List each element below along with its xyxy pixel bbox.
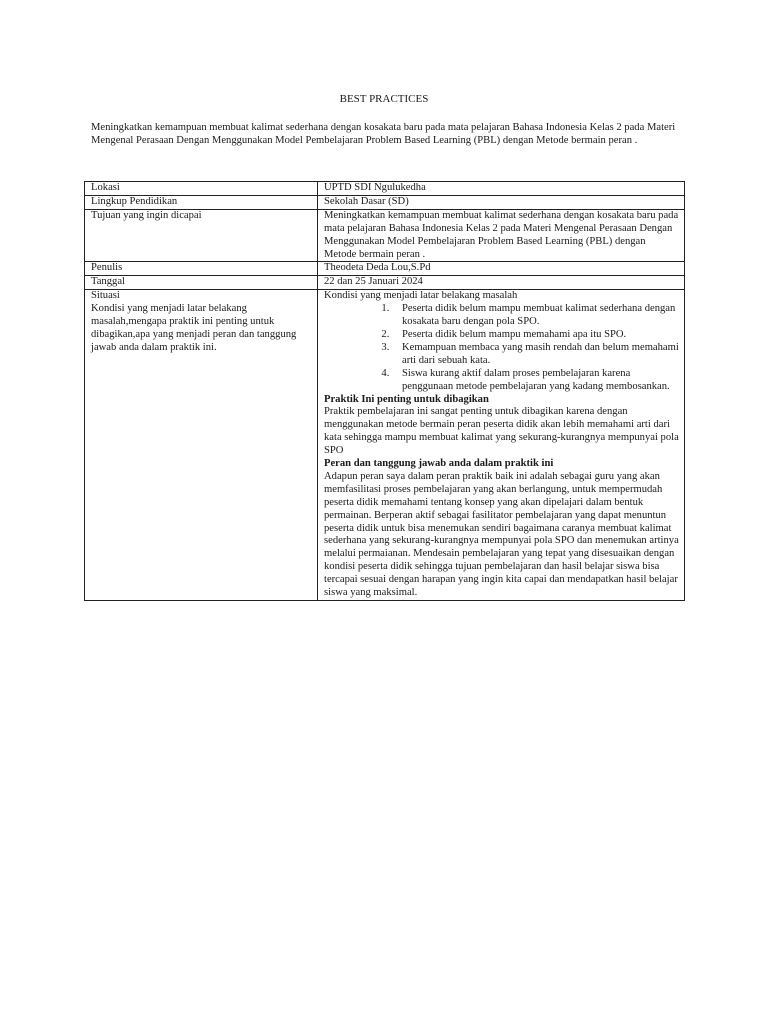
row-label-tanggal: Tanggal [85,276,318,290]
info-table [84,181,685,601]
situasi-title: Situasi [91,290,120,302]
intro-paragraph: Meningkatkan kemampuan membuat kalimat sederhana dengan kosakata baru pada mata pelajaran Bahasa Indonesia Kelas 2 pada Materi Mengenal Perasaan Dengan Menggunakan Model Pembelajaran Problem Based Learning (PBL) dengan Metode bermain peran . [91,122,676,146]
list-item: 3. Kemampuan membaca yang masih rendah dan belum memahami arti dari sebuah kata. [392,342,680,368]
row-value-lokasi: UPTD SDI Ngulukedha [318,182,685,196]
list-item: 4. Siswa kurang aktif dalam proses pembelajaran karena penggunaan metode pembelajaran yang kadang membosankan. [392,368,680,394]
table-row [85,209,685,262]
row-value-tujuan: Meningkatkan kemampuan membuat kalimat sederhana dengan kosakata baru pada mata pelajaran Bahasa Indonesia Kelas 2 pada Materi Mengenal Perasaan Dengan Menggunakan Model Pembelajaran Problem Based Learning (PBL) dengan Metode bermain peran . [318,209,685,262]
row-value-tanggal: 22 dan 25 Januari 2024 [318,276,685,290]
list-item: 1. Peserta didik belum mampu membuat kalimat sederhana dengan kosakata baru dengan pola SPO. [392,303,680,329]
row-label-tujuan: Tujuan yang ingin dicapai [85,209,318,262]
table-row [85,262,685,276]
row-label-lokasi: Lokasi [85,182,318,196]
important-text: Praktik pembelajaran ini sangat penting untuk dibagikan karena dengan menggunakan metode bermain peran peserta didik akan lebih memahami arti dari kata sehingga mampu membuat kalimat yang sekurang-kurangnya mempunyai pola SPO [324,406,679,457]
document-title: BEST PRACTICES [339,93,429,105]
table-row [85,182,685,196]
row-value-situasi [318,290,685,601]
problems-intro: Kondisi yang menjadi latar belakang masalah [324,290,518,302]
table-row [85,290,685,601]
table-row [85,195,685,209]
important-heading: Praktik Ini penting untuk dibagikan [324,393,489,405]
role-text: Adapun peran saya dalam peran praktik baik ini adalah sebagai guru yang akan memfasilitasi proses pembelajaran yang akan berlangung, untuk mempermudah peserta didik memahami tentang konsep yang akan dipelajari dalam bentuk permainan. Berperan aktif sebagai fasilitator pembelajaran yang dapat menuntun peserta didik untuk bisa menemukan sendiri bagaimana caranya membuat kalimat sederhana yang sekurang-kurangnya mempunyai pola SPO dan menemukan artinya melalui permaianan. Mendesain pembelajaran yang tepat yang disesuaikan dengan kondisi peserta didik sehingga tujuan pembelajaran dan hasil belajar siswa bisa tercapai sesuai dengan harapan yang ingin kita capai dan mendapatkan hasil belajar siswa yang maksimal. [324,470,679,599]
role-heading: Peran dan tanggung jawab anda dalam praktik ini [324,458,554,470]
table-row [85,276,685,290]
list-item: 2. Peserta didik belum mampu memahami apa itu SPO. [392,329,680,342]
row-value-lingkup: Sekolah Dasar (SD) [318,195,685,209]
row-label-situasi [85,290,318,601]
row-value-penulis: Theodeta Deda Lou,S.Pd [318,262,685,276]
situasi-description: Kondisi yang menjadi latar belakang masalah,mengapa praktik ini penting untuk dibagikan,apa yang menjadi peran dan tanggung jawab anda dalam praktik ini. [91,303,297,353]
row-label-penulis: Penulis [85,262,318,276]
problems-list [324,303,680,393]
row-label-lingkup: Lingkup Pendidikan [85,195,318,209]
